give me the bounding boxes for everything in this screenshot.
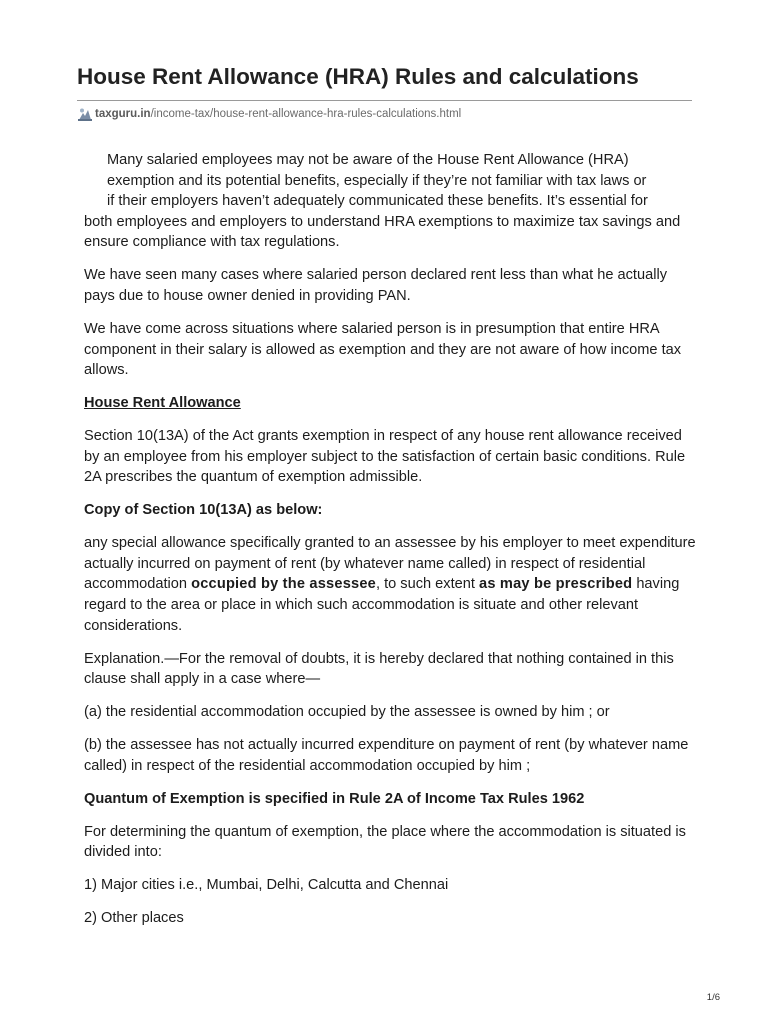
heading-quantum-text: Quantum of Exemption is specified in Rule 2A of Income Tax Rules 1962 <box>84 790 585 807</box>
clause-a: (a) the residential accommodation occupied by the assessee is owned by him ; or <box>84 704 610 721</box>
clause-b: (b) the assessee has not actually incurred expenditure on payment of rent (by whatever name called) in respect of the residential accommodation occupied by him ; <box>84 737 689 774</box>
page-title: House Rent Allowance (HRA) Rules and calculations <box>77 64 639 89</box>
intro-line-1: Many salaried employees may not be aware of the House Rent Allowance (HRA) <box>107 152 629 168</box>
site-favicon-icon <box>77 106 93 122</box>
page-number: 1/6 <box>706 992 720 1003</box>
section-text-bold1: occupied by the assessee <box>191 576 376 593</box>
section-text-part3: having regard to the area or place in which such accommodation is situate and other relevant considerations. <box>84 576 680 634</box>
intro-line-2: exemption and its potential benefits, especially if they’re not familiar with tax laws or <box>107 172 647 189</box>
intro-paragraph <box>84 150 696 253</box>
heading-hra-text: House Rent Allowance <box>84 395 241 412</box>
heading-copy-text: Copy of Section 10(13A) as below: <box>84 502 323 519</box>
source-path[interactable]: /income-tax/house-rent-allowance-hra-rules-calculations.html <box>150 108 462 120</box>
list-item: 1) Major cities i.e., Mumbai, Delhi, Calcutta and Chennai <box>84 877 449 894</box>
intro-rest: both employees and employers to understand HRA exemptions to maximize tax savings and ensure compliance with tax regulations. <box>84 213 681 251</box>
paragraph-hra-presumption: We have come across situations where salaried person is in presumption that entire HRA component in their salary is allowed as exemption and they are not aware of how income tax allows. <box>84 320 682 379</box>
source-url[interactable] <box>77 106 461 122</box>
section-text-bold2: as may be prescribed <box>479 576 633 593</box>
paragraph-quantum: For determining the quantum of exemption, the place where the accommodation is situated is divided into: <box>84 823 686 861</box>
section-text-part2: , to such extent <box>375 576 479 593</box>
title-divider <box>77 100 692 101</box>
heading-house-rent-allowance <box>84 393 696 414</box>
section-text-part1: any special allowance specifically granted to an assessee by his employer to meet expenditure actually incurred on payment of rent (by whatever name called) in respect of residential accommodation <box>84 535 696 593</box>
explanation-paragraph: Explanation.—For the removal of doubts, it is hereby declared that nothing contained in this clause shall apply in a case where— <box>84 650 674 688</box>
heading-quantum <box>84 789 696 810</box>
article-body <box>84 150 696 941</box>
paragraph-rent-declared: We have seen many cases where salaried person declared rent less than what he actually pays due to house owner denied in providing PAN. <box>84 267 667 304</box>
intro-line-3: if their employers haven’t adequately communicated these benefits. It’s essential for <box>107 193 648 210</box>
paragraph-section-10-13a: Section 10(13A) of the Act grants exemption in respect of any house rent allowance received by an employee from his employer subject to the satisfaction of certain basic conditions. Rule 2A prescribes the quantum of exemption admissible. <box>84 428 686 486</box>
list-item: 2) Other places <box>84 910 184 927</box>
heading-copy-section <box>84 500 696 521</box>
section-text-paragraph <box>84 533 696 636</box>
source-domain[interactable]: taxguru.in <box>95 108 151 120</box>
